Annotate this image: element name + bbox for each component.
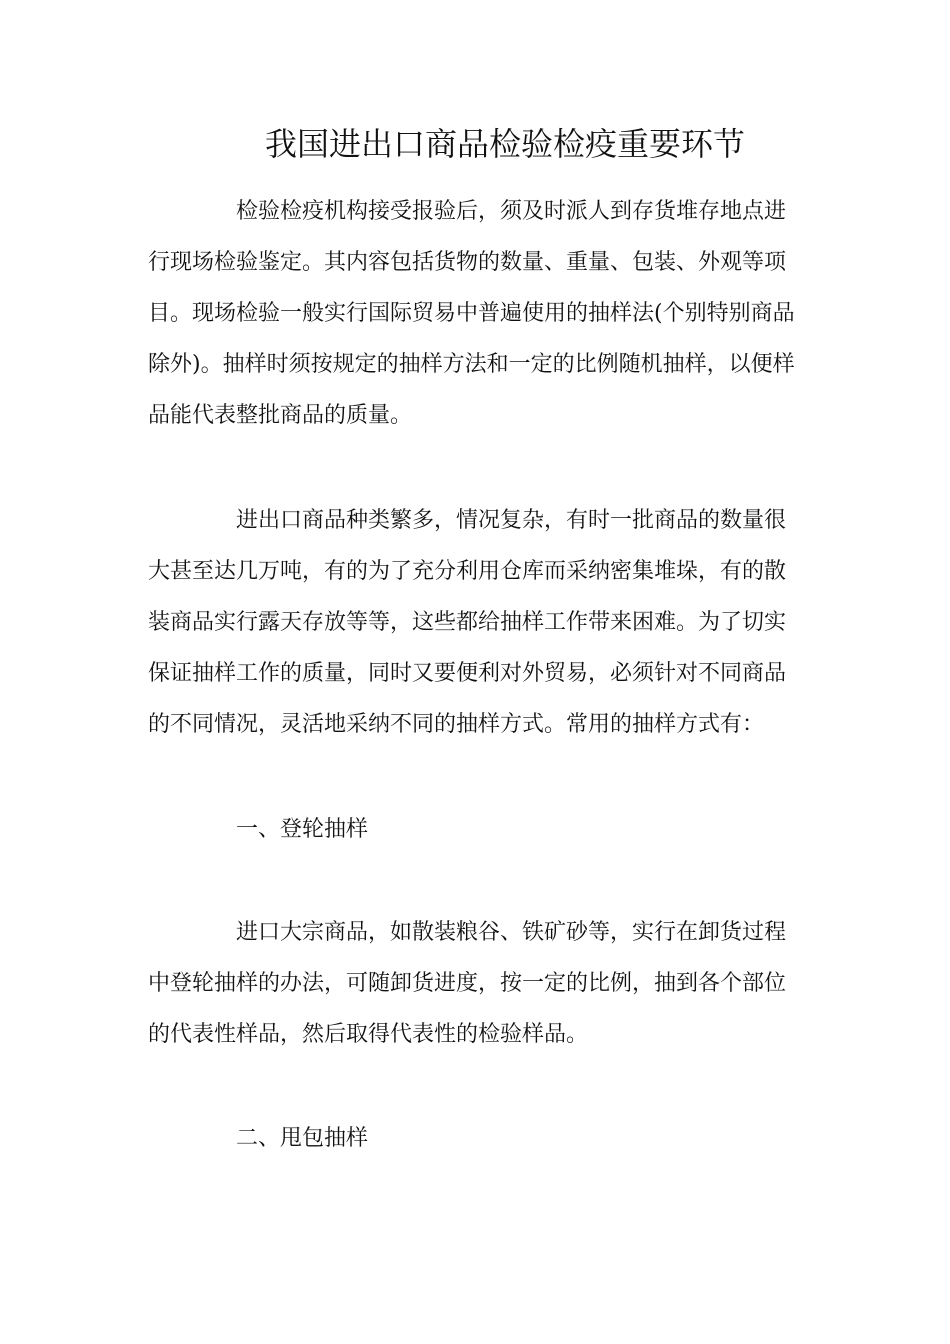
section-heading-1: [148, 804, 808, 855]
paragraph-1: [148, 186, 808, 441]
section-heading: 一、登轮抽样: [236, 817, 369, 842]
paragraph-line: 中登轮抽样的办法，可随卸货进度，按一定的比例，抽到各个部位: [148, 971, 787, 996]
paragraph-line: 的不同情况，灵活地采纳不同的抽样方式。常用的抽样方式有：: [148, 712, 765, 737]
paragraph-line: 进口大宗商品，如散装粮谷、铁矿砂等，实行在卸货过程: [236, 920, 787, 945]
paragraph-line: 检验检疫机构接受报验后，须及时派人到存货堆存地点进: [236, 199, 787, 224]
paragraph-line: 大甚至达几万吨，有的为了充分利用仓库而采纳密集堆垛，有的散: [148, 559, 787, 584]
paragraph-line: 的代表性样品，然后取得代表性的检验样品。: [148, 1022, 589, 1047]
document-title: 我国进出口商品检验检疫重要环节: [264, 125, 745, 163]
paragraph-line: 目。现场检验一般实行国际贸易中普遍使用的抽样法(个别特别商品: [148, 301, 795, 326]
paragraph-line: 保证抽样工作的质量，同时又要便利对外贸易，必须针对不同商品: [148, 661, 787, 686]
paragraph-3: [148, 907, 808, 1060]
paragraph-line: 装商品实行露天存放等等，这些都给抽样工作带来困难。为了切实: [148, 610, 787, 635]
paragraph-line: 除外)。抽样时须按规定的抽样方法和一定的比例随机抽样，以便样: [148, 352, 795, 377]
section-heading-2: [148, 1113, 808, 1164]
paragraph-line: 行现场检验鉴定。其内容包括货物的数量、重量、包装、外观等项: [148, 250, 787, 275]
paragraph-line: 进出口商品种类繁多，情况复杂，有时一批商品的数量很: [236, 508, 787, 533]
paragraph-2: [148, 495, 808, 750]
section-heading: 二、甩包抽样: [236, 1126, 369, 1151]
paragraph-line: 品能代表整批商品的质量。: [148, 403, 413, 428]
